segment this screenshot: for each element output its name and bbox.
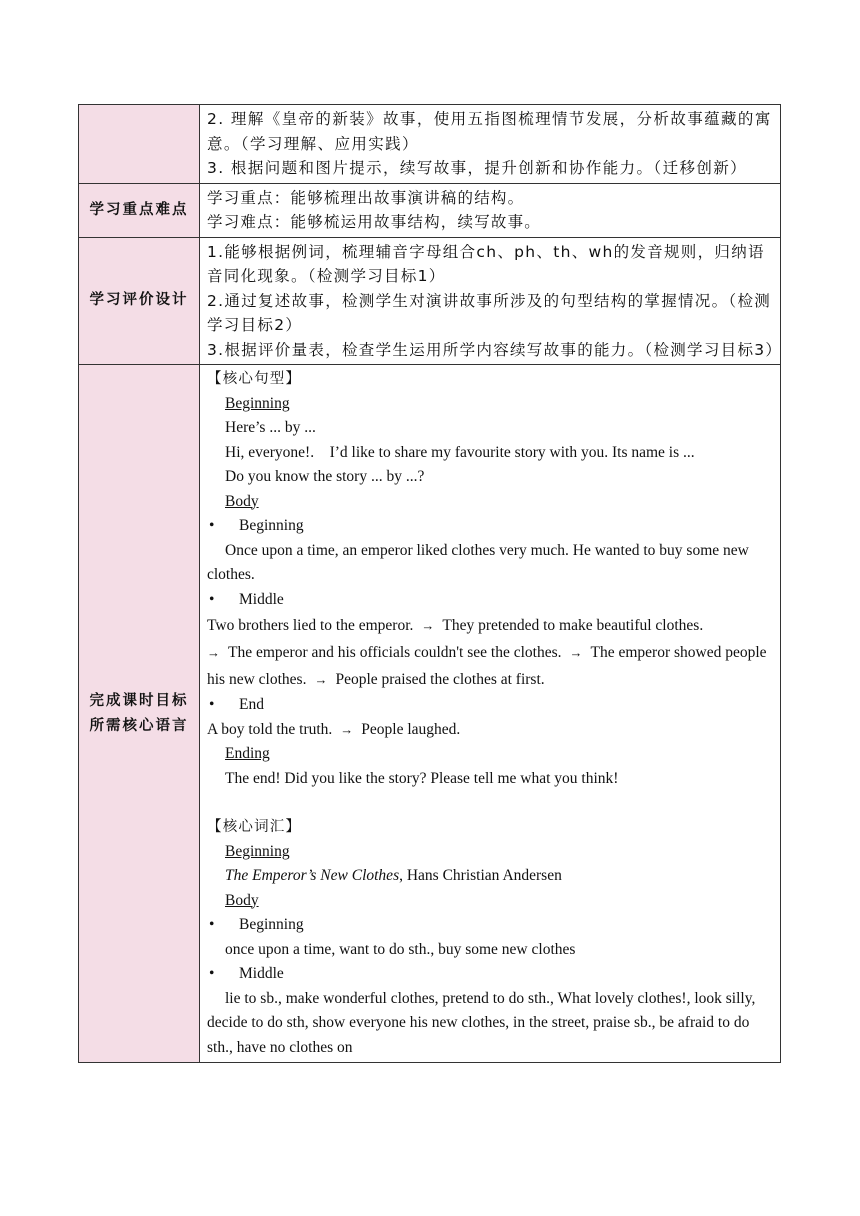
objectives-content: [200, 105, 781, 184]
plot-event: People praised the clothes at first.: [335, 671, 545, 688]
ending-text: The end! Did you like the story? Please tell me what you think!: [225, 769, 619, 787]
core-language-content: [200, 365, 781, 1063]
vocab-beginning-item: [207, 913, 780, 938]
right-arrow-icon: →: [340, 721, 354, 737]
key-point: 学习重点：能够梳理出故事演讲稿的结构。: [207, 188, 525, 207]
evaluation-item-2: 2.通过复述故事，检测学生对演讲故事所涉及的句型结构的掌握情况。（检测学习目标2）: [207, 291, 772, 334]
lesson-plan-table: [78, 104, 781, 1063]
middle-plot-chain: [207, 612, 780, 693]
body-end-item: [207, 693, 780, 718]
focus-row: [79, 183, 781, 237]
body-beginning-text: [207, 539, 780, 588]
vocab-middle-label: Middle: [239, 965, 284, 982]
right-arrow-icon: →: [207, 645, 220, 660]
plot-event: Two brothers lied to the emperor.: [207, 617, 414, 634]
right-arrow-icon: →: [569, 645, 583, 660]
focus-content: [200, 183, 781, 237]
sentence-line: Do you know the story ... by ...?: [225, 468, 425, 485]
evaluation-row: [79, 237, 781, 365]
vocab-body-title: Body: [225, 891, 259, 909]
focus-label: 学习重点难点: [79, 183, 200, 237]
vocab-header: 【核心词汇】: [207, 819, 302, 835]
core-language-label-line1: 完成课时目标: [89, 692, 189, 709]
right-arrow-icon: →: [314, 672, 328, 687]
vocab-beginning-label: Beginning: [239, 916, 304, 933]
vocab-middle-text: [207, 987, 780, 1061]
plot-event: The emperor showed people his new clothes.: [207, 644, 767, 688]
sentences-beginning-title: Beginning: [225, 394, 290, 412]
evaluation-item-1: 1.能够根据例词，梳理辅音字母组合ch、ph、th、wh的发音规则，归纳语音同化现象。（检测学习目标1）: [207, 242, 765, 285]
bullet-icon: •: [209, 696, 215, 713]
body-end-label: End: [239, 696, 264, 713]
plot-event: The emperor and his officials couldn't see the clothes.: [228, 644, 562, 661]
evaluation-label: 学习评价设计: [79, 237, 200, 365]
objectives-label: [79, 105, 200, 184]
sentences-body-title: Body: [225, 492, 259, 510]
right-arrow-icon: →: [421, 618, 435, 633]
objective-3: 3. 根据问题和图片提示，续写故事，提升创新和协作能力。（迁移创新）: [207, 159, 748, 177]
difficult-point: 学习难点：能够梳运用故事结构，续写故事。: [207, 213, 542, 231]
body-middle-label: Middle: [239, 590, 284, 608]
plot-event: They pretended to make beautiful clothes.: [442, 617, 704, 634]
sentence-line: Here’s ... by ...: [225, 419, 316, 436]
body-beginning-item: [207, 514, 780, 539]
body-beginning-label: Beginning: [239, 517, 304, 534]
core-language-row: [79, 365, 781, 1063]
sentence-line: Hi, everyone!. I’d like to share my favourite story with you. Its name is ...: [225, 443, 695, 461]
book-author: , Hans Christian Andersen: [399, 867, 562, 884]
evaluation-item-3: 3.根据评价量表，检查学生运用所学内容续写故事的能力。（检测学习目标3）: [207, 340, 783, 359]
body-middle-item: [207, 588, 780, 613]
evaluation-content: [200, 237, 781, 365]
objective-2: 2. 理解《皇帝的新装》故事，使用五指图梳理情节发展，分析故事蕴藏的寓意。（学习理解、应用实践）: [207, 110, 772, 153]
bullet-icon: •: [209, 965, 215, 982]
spacer: [207, 791, 780, 815]
sentences-ending-title: Ending: [225, 745, 270, 762]
core-language-label-line2: 所需核心语言: [89, 717, 189, 734]
bullet-icon: •: [209, 517, 215, 534]
vocab-beginning-title: Beginning: [225, 842, 290, 860]
vocab-middle-item: [207, 962, 780, 987]
bullet-icon: •: [209, 590, 215, 608]
vocab-beginning-text: once upon a time, want to do sth., buy some new clothes: [225, 940, 576, 958]
vocab-book-line: [207, 864, 780, 889]
objectives-row: [79, 105, 781, 184]
end-plot-chain: [207, 718, 780, 743]
core-language-label: [79, 365, 200, 1063]
book-title: The Emperor’s New Clothes: [225, 867, 400, 884]
bullet-icon: •: [209, 916, 215, 933]
body-beginning-sentence: Once upon a time, an emperor liked clothes very much. He wanted to buy some new clothes.: [207, 541, 749, 583]
vocab-middle-phrases: lie to sb., make wonderful clothes, pretend to do sth., What lovely clothes!, look silly, decide to do sth, show everyone his new clothes, in the street, praise sb., be afraid to do sth., have no clothes on: [207, 989, 756, 1056]
plot-event: People laughed.: [361, 720, 461, 738]
plot-event: A boy told the truth.: [207, 720, 333, 738]
sentences-header: 【核心句型】: [207, 371, 302, 387]
